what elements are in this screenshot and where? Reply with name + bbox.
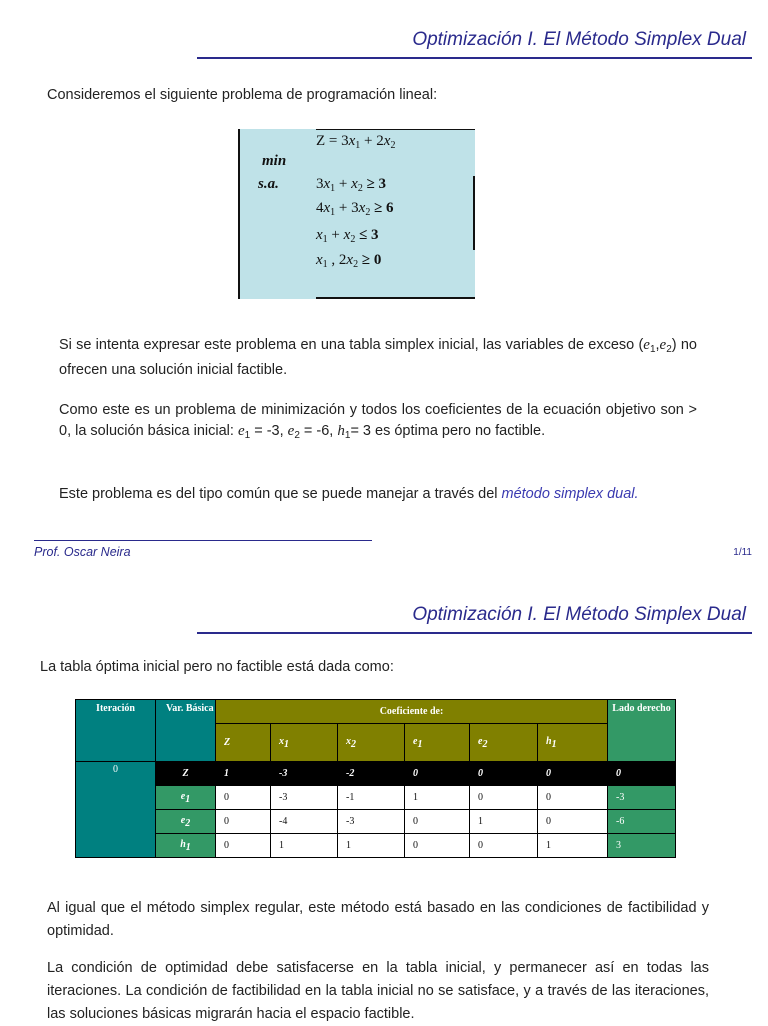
- table-row-h1: [76, 834, 676, 858]
- table-row-z: [76, 762, 676, 786]
- cell: 0: [405, 762, 470, 786]
- cell: 0: [538, 810, 608, 834]
- cell: 1: [538, 834, 608, 858]
- header-iteracion: Iteración: [76, 700, 156, 762]
- cell: 1: [216, 762, 271, 786]
- iteration-number: 0: [76, 762, 156, 858]
- basic-var-e2: e2: [156, 810, 216, 834]
- objective-function: $Z = 3x_1 + 2x_2$: [316, 133, 396, 151]
- table-row-e1: [76, 786, 676, 810]
- cell: 0: [216, 786, 271, 810]
- cell: 0: [405, 834, 470, 858]
- lp-model-box: [238, 129, 475, 299]
- cell: 0: [216, 810, 271, 834]
- cell: -4: [271, 810, 338, 834]
- col-header-z: Z: [216, 724, 271, 762]
- cell: -3: [338, 810, 405, 834]
- constraint-4: $x_1$ , $2x_2 \ge 0$: [316, 252, 382, 270]
- slide1-paragraph-3: [59, 484, 697, 505]
- paragraph-3-text: Este problema es del tipo común que se puede manejar a través del: [59, 486, 498, 502]
- table-row-e2: [76, 810, 676, 834]
- header-coeficiente: Coeficiente de:: [216, 700, 608, 724]
- cell: 0: [216, 834, 271, 858]
- cell: 0: [470, 786, 538, 810]
- slide2-title: Optimización I. El Método Simplex Dual: [412, 604, 746, 625]
- slide2-paragraph-2: La condición de optimidad debe satisfacerse en la tabla inicial, y permanecer así en todas las iteraciones. La condición de factibilidad en la tabla inicial no se satisface, y a través de las iteraciones, las soluciones básicas migrarán hacia el espacio factible.: [47, 960, 709, 1022]
- rhs-cell: -6: [608, 810, 676, 834]
- cell: 0: [538, 762, 608, 786]
- slide1-paragraph-1: Si se intenta expresar este problema en una tabla simplex inicial, las variables de exceso $(e_1,e_2)$ no ofrecen una solución inicial factible.: [59, 337, 697, 378]
- cell: 0: [470, 762, 538, 786]
- col-header-h1: h1: [538, 724, 608, 762]
- basic-var-e1: e1: [156, 786, 216, 810]
- simplex-tableau: [75, 699, 676, 858]
- slide1-title: Optimización I. El Método Simplex Dual: [412, 29, 746, 50]
- min-label: min: [262, 153, 287, 169]
- author-name: Prof. Oscar Neira: [34, 545, 131, 559]
- cell: -2: [338, 762, 405, 786]
- slide1-footer-rule: [34, 540, 372, 541]
- rhs-cell: -3: [608, 786, 676, 810]
- slide2-intro: La tabla óptima inicial pero no factible está dada como:: [40, 659, 394, 675]
- cell: 0: [405, 810, 470, 834]
- slide2-paragraph-1: Al igual que el método simplex regular, este método está basado en las condiciones de factibilidad y optimidad.: [47, 900, 709, 939]
- header-var-basica: Var. Básica: [156, 700, 216, 762]
- cell: -3: [271, 786, 338, 810]
- col-header-e1: e1: [405, 724, 470, 762]
- col-header-x2: x2: [338, 724, 405, 762]
- cell: 1: [338, 834, 405, 858]
- cell: 1: [470, 810, 538, 834]
- model-box-left-border: [238, 129, 240, 299]
- page-number: 1/11: [733, 547, 752, 558]
- rhs-cell: 0: [608, 762, 676, 786]
- cell: 0: [470, 834, 538, 858]
- cell: 1: [271, 834, 338, 858]
- sa-label: s.a.: [258, 176, 279, 192]
- constraint-3: $x_1 + x_2 \le 3$: [316, 227, 379, 245]
- cell: 0: [538, 786, 608, 810]
- slide1-intro: Consideremos el siguiente problema de programación lineal:: [47, 87, 438, 103]
- simplex-dual-link[interactable]: método simplex dual.: [501, 486, 639, 502]
- col-header-x1: x1: [271, 724, 338, 762]
- rhs-cell: 3: [608, 834, 676, 858]
- cell: 1: [405, 786, 470, 810]
- header-lado-derecho: Lado derecho: [608, 700, 676, 762]
- slide1-title-rule: [197, 57, 752, 59]
- slide2-title-rule: [197, 632, 752, 634]
- basic-var-z: Z: [156, 762, 216, 786]
- slide1-paragraph-2: Como este es un problema de minimización y todos los coeficientes de la ecuación objetivo son > 0, la solución básica inicial: $e_1 = -3$, $e_2 = -6$, $h_1= 3$ es óptima pero no factible.: [59, 402, 697, 441]
- model-box-top-border: [316, 129, 475, 130]
- basic-var-h1: h1: [156, 834, 216, 858]
- cell: -3: [271, 762, 338, 786]
- constraint-2: $4x_1 + 3x_2 \ge 6$: [316, 200, 394, 218]
- model-box-bottom-border: [316, 297, 475, 299]
- constraint-1: $3x_1 + x_2 \ge 3$: [316, 176, 387, 194]
- model-box-right-border: [473, 176, 475, 250]
- cell: -1: [338, 786, 405, 810]
- col-header-e2: e2: [470, 724, 538, 762]
